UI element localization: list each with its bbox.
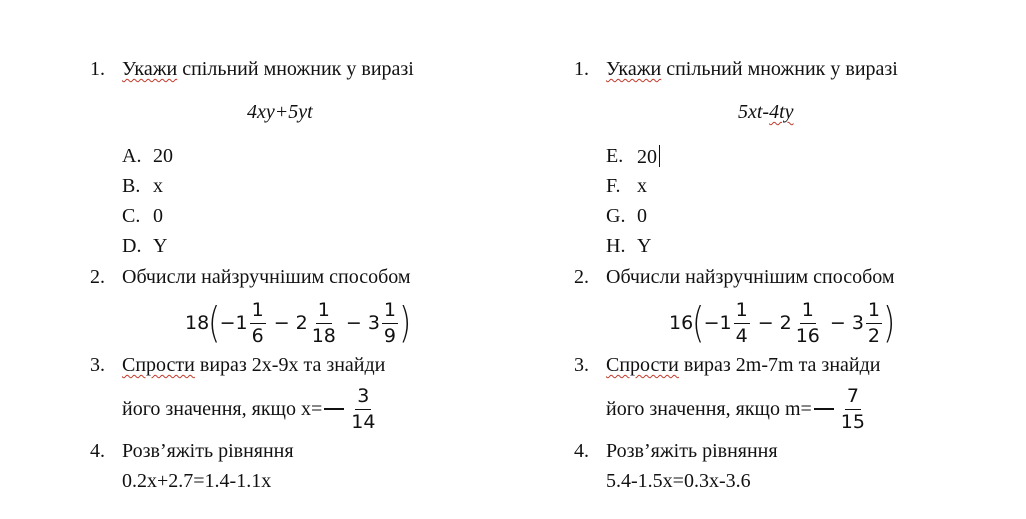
fraction-3: $\frac{1}{9}$ — [383, 298, 396, 347]
option-a-label: A. — [122, 145, 142, 167]
option-e-label: E. — [606, 145, 624, 167]
question-4-equation: 5.4-1.5x=0.3x-3.6 — [606, 470, 751, 492]
coefficient: 16 — [669, 312, 694, 334]
question-1-number: 1. — [90, 58, 105, 80]
operator-3: − — [345, 312, 362, 334]
option-f-label: F. — [606, 175, 621, 197]
spellcheck-word: Укажи — [606, 58, 662, 80]
fraction-3: $\frac{1}{2}$ — [867, 298, 880, 347]
operator-3: − — [829, 312, 846, 334]
right-paren: ) — [883, 298, 896, 347]
whole-3: 3 — [851, 312, 864, 334]
whole-1: −1 — [703, 312, 732, 334]
question-3-text: Спрости вираз 2x-9x та знайди — [122, 354, 386, 376]
question-2-number: 2. — [574, 266, 589, 288]
whole-2: 2 — [295, 312, 308, 334]
option-f-value: x — [637, 175, 647, 197]
question-1-number: 1. — [574, 58, 589, 80]
question-3-line-2: його значення, якщо m= $\frac{7}{15}$ — [606, 384, 865, 433]
spellcheck-word: Спрости — [122, 354, 195, 376]
option-e-value[interactable]: 20 — [637, 145, 660, 169]
question-3-text: Спрости вираз 2m-7m та знайди — [606, 354, 881, 376]
question-4-text: Розв’яжіть рівняння — [122, 440, 294, 462]
text-cursor — [659, 145, 660, 167]
question-1-expression: 4xy+5yt — [247, 101, 313, 123]
question-3-number: 3. — [574, 354, 589, 376]
option-b-label: B. — [122, 175, 141, 197]
option-c-label: C. — [122, 205, 141, 227]
whole-1: −1 — [219, 312, 248, 334]
option-a-value: 20 — [153, 145, 173, 167]
option-h-value: Y — [637, 235, 652, 257]
right-paren: ) — [399, 298, 412, 347]
fraction-2: $\frac{1}{16}$ — [795, 298, 820, 347]
question-2-expression — [185, 294, 410, 352]
fraction-1: $\frac{1}{6}$ — [251, 298, 264, 347]
operator-2: − — [757, 312, 774, 334]
option-b-value: x — [153, 175, 163, 197]
option-h-label: H. — [606, 235, 626, 257]
minus-sign — [814, 408, 834, 410]
option-d-label: D. — [122, 235, 142, 257]
question-2-text: Обчисли найзручнішим способом — [122, 266, 411, 288]
question-1-text: Укажи спільний множник у виразі — [606, 58, 898, 80]
question-3-number: 3. — [90, 354, 105, 376]
question-3-line-2: його значення, якщо x= $\frac{3}{14}$ — [122, 384, 376, 433]
fraction-2: $\frac{1}{18}$ — [311, 298, 336, 347]
question-2-number: 2. — [90, 266, 105, 288]
option-c-value: 0 — [153, 205, 163, 227]
left-paren: ( — [208, 298, 221, 347]
whole-2: 2 — [779, 312, 792, 334]
left-paren: ( — [692, 298, 705, 347]
spellcheck-word: Укажи — [122, 58, 178, 80]
question-4-text: Розв’яжіть рівняння — [606, 440, 778, 462]
question-2-text: Обчисли найзручнішим способом — [606, 266, 895, 288]
fraction-1: $\frac{1}{4}$ — [735, 298, 748, 347]
option-g-label: G. — [606, 205, 626, 227]
operator-2: − — [273, 312, 290, 334]
question-4-number: 4. — [574, 440, 589, 462]
question-2-expression — [669, 294, 894, 352]
coefficient: 18 — [185, 312, 210, 334]
question-1-text: Укажи спільний множник у виразі — [122, 58, 414, 80]
question-4-equation: 0.2x+2.7=1.4-1.1x — [122, 470, 272, 492]
question-1-expression: 5xt-4ty — [738, 101, 794, 123]
spellcheck-word: Спрости — [606, 354, 679, 376]
value-fraction: $\frac{3}{14}$ — [351, 384, 376, 433]
question-4-number: 4. — [90, 440, 105, 462]
spellcheck-word: 4ty — [769, 101, 794, 123]
option-d-value: Y — [153, 235, 168, 257]
variant-2-column — [574, 0, 1014, 519]
minus-sign — [324, 408, 344, 410]
value-fraction: $\frac{7}{15}$ — [840, 384, 865, 433]
whole-3: 3 — [367, 312, 380, 334]
variant-1-column — [90, 0, 530, 519]
option-g-value: 0 — [637, 205, 647, 227]
